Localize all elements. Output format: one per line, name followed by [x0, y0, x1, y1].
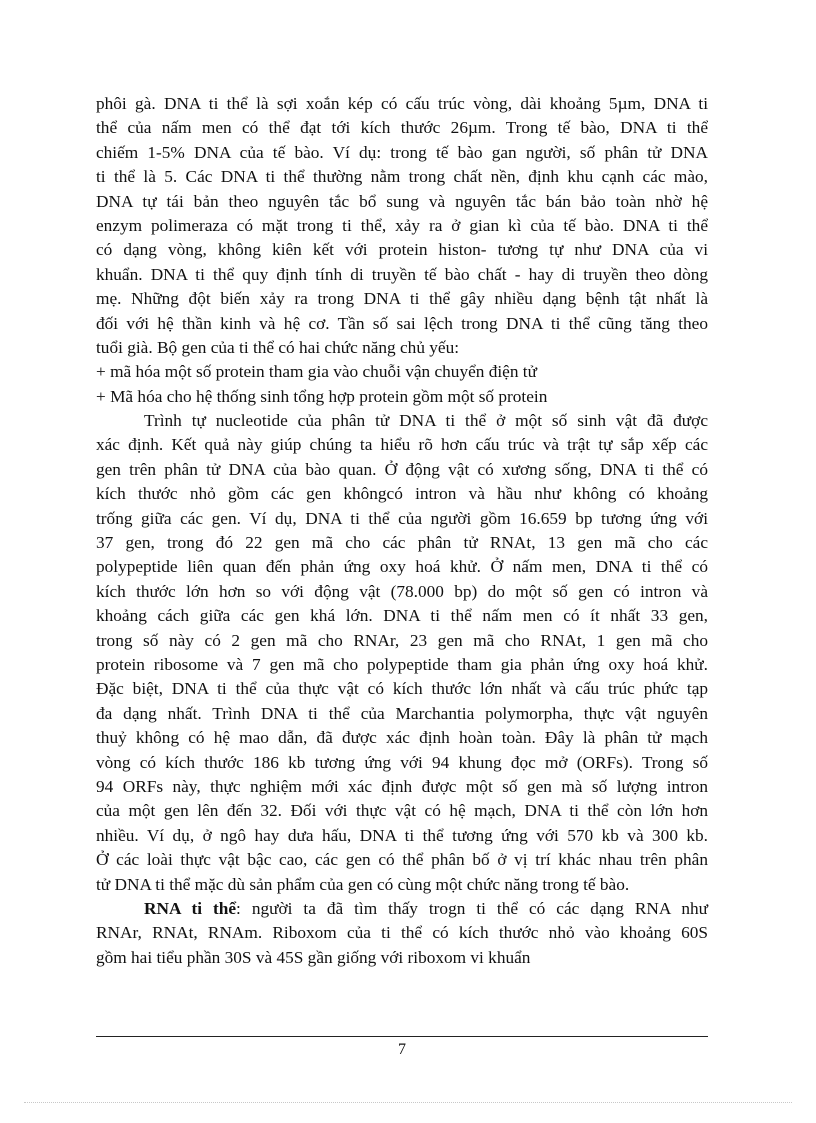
text-line-content: thuỷ không có hệ mao dẫn, đã được xác định hoàn toàn. Đây là phân tử mạch — [96, 728, 708, 748]
text-line-content: 37 gen, trong đó 22 gen mã cho các phân tử RNAt, 13 gen mã cho các — [96, 533, 708, 553]
text-line-content: gồm hai tiểu phần 30S và 45S gần giống với riboxom vi khuẩn — [96, 947, 531, 967]
text-line-content: polypeptide liên quan đến phản ứng oxy hoá khử. Ở nấm men, DNA ti thể có — [96, 557, 708, 577]
text-line — [96, 555, 708, 579]
text-line-content: tử DNA ti thể mặc dù sản phẩm của gen có cùng một chức năng trong tế bào. — [96, 874, 630, 894]
text-line — [96, 702, 708, 726]
text-line-content: mẹ. Những đột biến xảy ra trong DNA ti thể gây nhiều dạng bệnh tật nhất là — [96, 289, 708, 309]
document-body — [96, 92, 708, 970]
text-line-content: : người ta đã tìm thấy trogn ti thể có các dạng RNA như — [236, 898, 709, 918]
text-line-content: kích thước lớn hơn so với động vật (78.000 bp) do một số gen có intron và — [96, 581, 708, 601]
text-line — [96, 531, 708, 555]
text-line — [96, 482, 708, 506]
page-bottom-edge — [24, 1102, 792, 1103]
text-line — [96, 677, 708, 701]
text-line-content: khuẩn. DNA ti thể quy định tính di truyền tế bào chất - hay di truyền theo dòng — [96, 264, 708, 284]
text-line — [96, 507, 708, 531]
text-line — [96, 190, 708, 214]
text-line — [96, 287, 708, 311]
text-line — [96, 775, 708, 799]
text-line-content: tuổi già. Bộ gen của ti thể có hai chức năng chủ yếu: — [96, 337, 460, 357]
text-line — [96, 751, 708, 775]
text-line — [96, 897, 708, 921]
text-line-content: đa dạng nhất. Trình DNA ti thể của Marchantia polymorpha, thực vật nguyên — [96, 703, 708, 723]
text-line — [96, 653, 708, 677]
text-line-content: protein ribosome và 7 gen mã cho polypeptide tham gia phản ứng oxy hoá khử. — [96, 654, 708, 674]
text-line-content: xác định. Kết quả này giúp chúng ta hiểu rõ hơn cấu trúc và trật tự sắp xếp các — [96, 435, 708, 455]
text-line — [96, 214, 708, 238]
text-line — [96, 385, 708, 409]
text-line-content: Đặc biệt, DNA ti thể của thực vật có kích thước lớn nhất và cấu trúc phức tạp — [96, 679, 708, 699]
page-number: 7 — [398, 1041, 406, 1058]
text-line — [96, 165, 708, 189]
text-line — [96, 946, 708, 970]
text-line-content: ti thể là 5. Các DNA ti thể thường nằm trong chất nền, định khu cạnh các mào, — [96, 167, 708, 187]
text-line — [96, 336, 708, 360]
text-line-content: trống giữa các gen. Ví dụ, DNA ti thể của người gồm 16.659 bp tương ứng với — [96, 508, 708, 528]
text-line-content: Ở các loài thực vật bậc cao, các gen có thể phân bố ở vị trí khác nhau trên phân — [96, 850, 708, 870]
text-line-content: + Mã hóa cho hệ thống sinh tổng hợp protein gồm một số protein — [96, 386, 548, 406]
text-line — [96, 141, 708, 165]
text-line-content: Trình tự nucleotide của phân tử DNA ti thể ở một số sinh vật đã được — [144, 411, 708, 431]
text-line — [96, 873, 708, 897]
text-line — [96, 312, 708, 336]
text-line-content: thể của nấm men có thể đạt tới kích thước 26µm. Trong tế bào, DNA ti thể — [96, 118, 708, 138]
text-line — [96, 360, 708, 384]
text-line — [96, 629, 708, 653]
text-line-content: kích thước nhỏ gồm các gen khôngcó intron và hầu như không có khoảng — [96, 484, 708, 504]
text-line-content: RNAr, RNAt, RNAm. Riboxom của ti thể có kích thước nhỏ vào khoảng 60S — [96, 923, 708, 943]
text-line — [96, 604, 708, 628]
text-line-content: đối với hệ thần kinh và hệ cơ. Tần số sai lệch trong DNA ti thể cũng tăng theo — [96, 313, 708, 333]
text-line-content: phôi gà. DNA ti thể là sợi xoắn kép có cấu trúc vòng, dài khoảng 5µm, DNA ti — [96, 94, 708, 113]
text-line-content: khoảng cách giữa các gen khá lớn. DNA ti thể nấm men có ít nhất 33 gen, — [96, 606, 708, 626]
text-line-content: + mã hóa một số protein tham gia vào chuỗi vận chuyển điện tử — [96, 362, 537, 382]
text-line-content: chiếm 1-5% DNA của tế bào. Ví dụ: trong tế bào gan người, số phân tử DNA — [96, 142, 708, 162]
text-line — [96, 848, 708, 872]
text-line-content: 94 ORFs này, thực nghiệm mới xác định được một số gen mà số lượng intron — [96, 776, 708, 796]
text-line — [96, 799, 708, 823]
text-line — [96, 726, 708, 750]
text-line — [96, 92, 708, 116]
text-line — [96, 824, 708, 848]
text-line — [96, 238, 708, 262]
text-line-content: nhiều. Ví dụ, ở ngô hay dưa hấu, DNA ti thể tương ứng với 570 kb và 300 kb. — [96, 825, 708, 845]
section-lead-term: RNA ti thể — [144, 898, 237, 918]
text-line — [96, 116, 708, 140]
text-line — [96, 409, 708, 433]
text-line — [96, 458, 708, 482]
text-line-content: DNA tự tái bản theo nguyên tắc bổ sung và nguyên tắc bán bảo toàn nhờ hệ — [96, 191, 708, 211]
text-line-content: vòng có kích thước 186 kb tương ứng với 94 khung đọc mở (ORFs). Trong số — [96, 752, 708, 772]
text-line-content: của một gen lên đến 32. Đối với thực vật có hệ mạch, DNA ti thể còn lớn hơn — [96, 801, 708, 821]
text-line — [96, 433, 708, 457]
text-line-content: trong số này có 2 gen mã cho RNAr, 23 gen mã cho RNAt, 1 gen mã cho — [96, 630, 708, 650]
text-line — [96, 580, 708, 604]
text-line-content: enzym polimeraza có mặt trong ti thể, xảy ra ở gian kì của tế bào. DNA ti thể — [96, 215, 708, 235]
text-line-content: gen trên phân tử DNA của bào quan. Ở động vật có xương sống, DNA ti thể có — [96, 459, 708, 479]
footer-divider — [96, 1036, 708, 1037]
text-line — [96, 263, 708, 287]
text-line — [96, 921, 708, 945]
text-line-content: có dạng vòng, không kiên kết với protein histon- tương tự như DNA của vi — [96, 240, 708, 260]
